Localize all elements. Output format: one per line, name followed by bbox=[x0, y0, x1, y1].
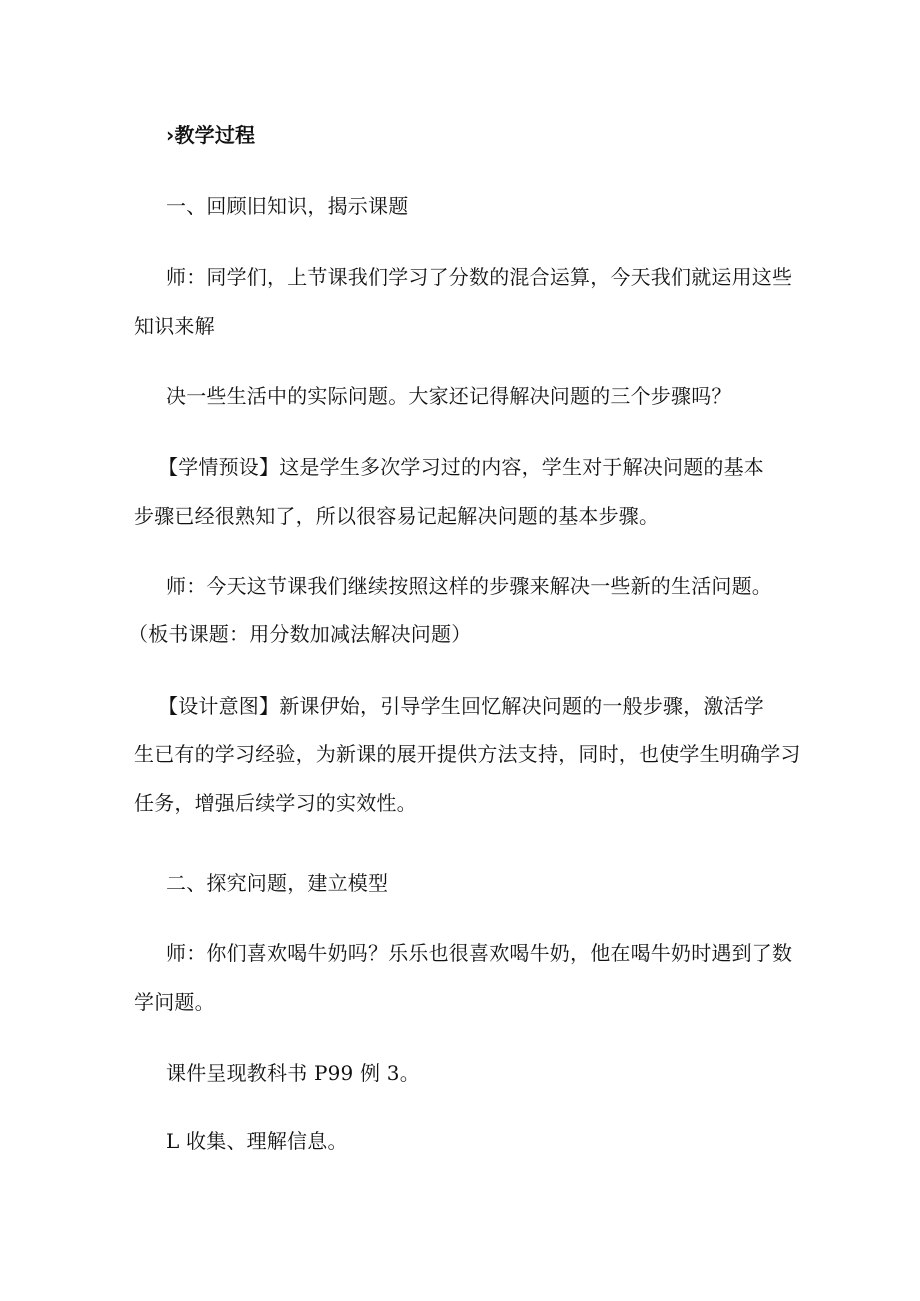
paragraph-line: 师：你们喜欢喝牛奶吗？乐乐也很喜欢喝牛奶，他在喝牛奶时遇到了数 bbox=[166, 941, 793, 965]
heading-teaching-process: ›教学过程 bbox=[166, 123, 256, 147]
paragraph-line: 【设计意图】新课伊始，引导学生回忆解决问题的一般步骤，激活学 bbox=[158, 694, 764, 718]
paragraph-line: 师：今天这节课我们继续按照这样的步骤来解决一些新的生活问题。 bbox=[166, 574, 772, 598]
paragraph-line: 师：同学们，上节课我们学习了分数的混合运算，今天我们就运用这些 bbox=[166, 265, 793, 289]
paragraph-line: 步骤已经很熟知了，所以很容易记起解决问题的基本步骤。 bbox=[134, 504, 660, 528]
section-title-1: 一、回顾旧知识，揭示课题 bbox=[166, 194, 409, 218]
paragraph-line: 知识来解 bbox=[134, 314, 215, 338]
paragraph-line: 决一些生活中的实际问题。大家还记得解决问题的三个步骤吗？ bbox=[166, 384, 732, 408]
paragraph-line: 生已有的学习经验，为新课的展开提供方法支持，同时，也使学生明确学习 bbox=[134, 742, 801, 766]
paragraph-line: （板书课题：用分数加减法解决问题） bbox=[128, 622, 472, 646]
paragraph-line: L 收集、理解信息。 bbox=[166, 1129, 348, 1153]
paragraph-line: 学问题。 bbox=[134, 990, 215, 1014]
paragraph-line: 课件呈现教科书 P99 例 3。 bbox=[166, 1061, 420, 1085]
paragraph-line: 任务，增强后续学习的实效性。 bbox=[134, 791, 417, 815]
section-title-2: 二、探究问题，建立模型 bbox=[166, 871, 389, 895]
paragraph-line: 【学情预设】这是学生多次学习过的内容，学生对于解决问题的基本 bbox=[158, 455, 764, 479]
